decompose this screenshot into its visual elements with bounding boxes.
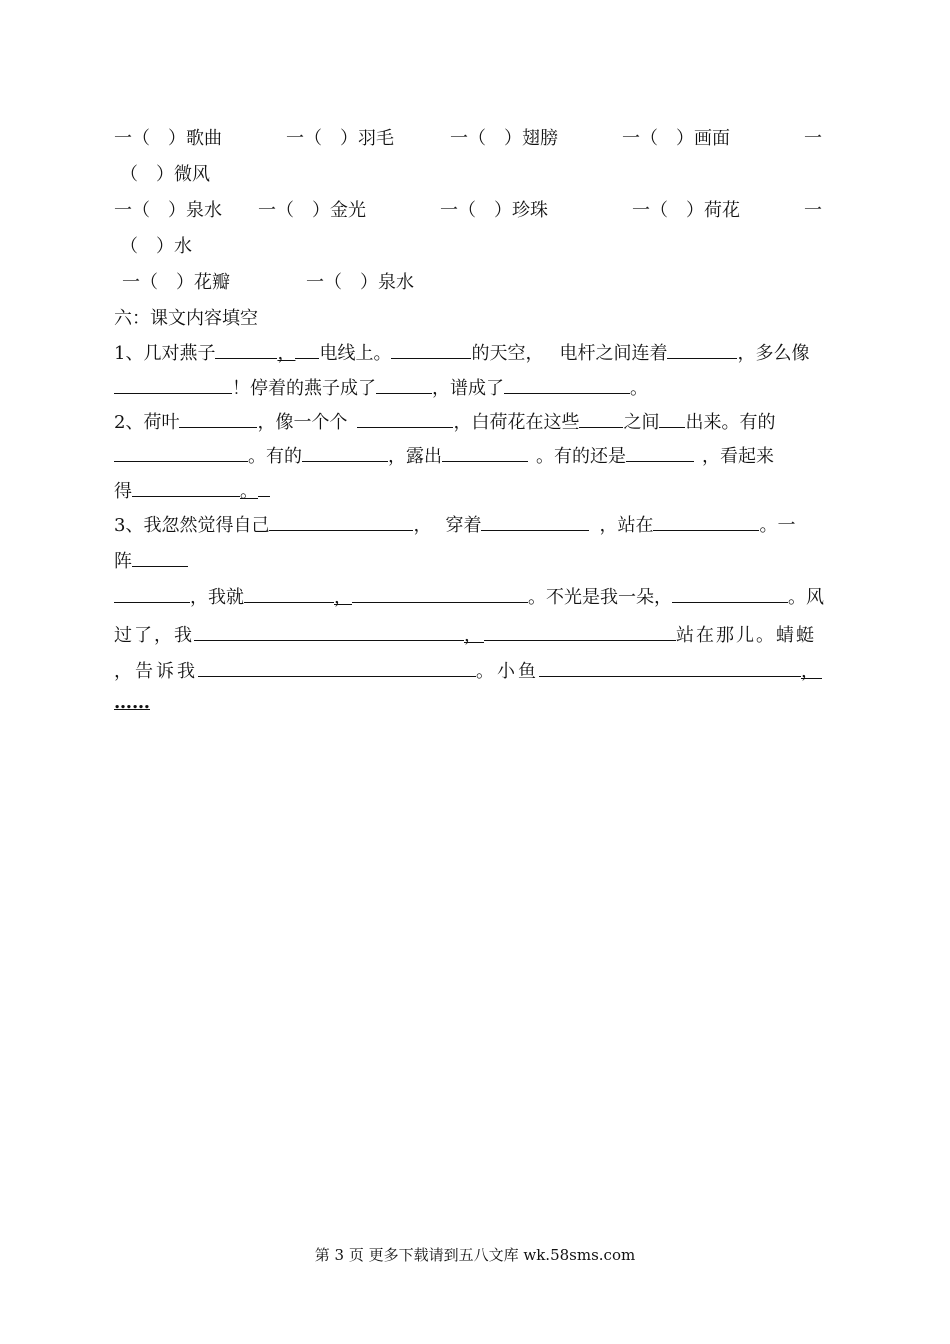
ellipsis: …… [114, 692, 150, 713]
fill-blank[interactable] [667, 338, 737, 359]
text-segment: 电杆之间连着 [559, 343, 668, 364]
text-segment: 电线上。 [319, 343, 392, 364]
text-segment: ， [277, 343, 296, 364]
text-segment: ，露出 [388, 446, 442, 467]
question-2-line-3 [114, 476, 840, 506]
fill-blank[interactable] [539, 656, 801, 677]
fill-blank[interactable] [132, 476, 240, 497]
fill-blank[interactable] [258, 476, 270, 497]
text-segment: ，谱成了 [432, 378, 504, 399]
phrase-item: 一（ ）金光 [258, 200, 366, 221]
phrase-item: 一（ ）翅膀 [450, 128, 558, 149]
text-segment: 1、几对燕子 [114, 343, 216, 364]
text-segment: ，我就 [190, 587, 244, 608]
text-segment: 。小鱼 [476, 661, 539, 682]
phrase-item: 一（ ）泉水 [306, 272, 414, 293]
fill-blank[interactable] [269, 510, 413, 531]
fill-blank[interactable] [114, 441, 248, 462]
text-segment: 。一 [759, 515, 796, 536]
section-title: 六：课文内容填空 [114, 308, 258, 329]
measure-word-line-4 [114, 232, 840, 262]
question-3-line-5 [114, 656, 840, 686]
measure-word-line-2 [114, 160, 840, 190]
fill-blank[interactable] [391, 338, 471, 359]
measure-word-line-1 [114, 124, 840, 154]
text-segment: 。 [240, 481, 258, 502]
fill-blank[interactable] [504, 373, 630, 394]
fill-blank[interactable] [198, 656, 476, 677]
fill-blank[interactable] [579, 407, 623, 428]
fill-blank[interactable] [484, 620, 676, 641]
text-segment: 。有的还是 [536, 446, 626, 467]
fill-blank[interactable] [194, 620, 464, 641]
question-3-line-3 [114, 582, 840, 612]
fill-blank[interactable] [626, 441, 694, 462]
question-2-line-2 [114, 441, 840, 471]
text-segment: ，告诉我 [114, 661, 198, 682]
text-segment: ，看起来 [702, 446, 774, 467]
text-segment: 。风 [788, 587, 824, 608]
phrase-item: 一（ ）荷花 [632, 200, 740, 221]
fill-blank[interactable] [357, 407, 453, 428]
fill-blank[interactable] [481, 510, 589, 531]
text-segment: ， [801, 661, 822, 682]
fill-blank[interactable] [295, 338, 319, 359]
text-segment: ，像一个个 [257, 412, 348, 433]
text-segment: 站在那儿。蜻蜓 [676, 625, 816, 646]
phrase-item: 一（ ）泉水 [114, 200, 222, 221]
text-segment: ！停着的燕子成了 [232, 378, 376, 399]
text-segment: ， [464, 625, 484, 646]
question-1-line-1 [114, 338, 840, 368]
question-3-line-6 [114, 692, 840, 722]
fill-blank[interactable] [653, 510, 759, 531]
question-1-line-2 [114, 373, 840, 403]
text-segment: 得 [114, 481, 132, 502]
fill-blank[interactable] [302, 441, 388, 462]
text-segment: ， [413, 515, 432, 536]
text-segment: 3、我忽然觉得自己 [114, 515, 270, 536]
phrase-item: 一（ ）花瓣 [122, 272, 230, 293]
question-3-line-4 [114, 620, 840, 650]
measure-word-line-5 [114, 268, 840, 298]
fill-blank[interactable] [352, 582, 528, 603]
phrase-item: （ ）水 [120, 236, 192, 257]
text-segment: 。 [630, 378, 648, 399]
text-segment: 出来。有的 [685, 412, 776, 433]
fill-blank[interactable] [659, 407, 685, 428]
phrase-item: 一（ ）画面 [622, 128, 730, 149]
measure-word-line-3 [114, 196, 840, 226]
phrase-item: 一 [804, 128, 822, 149]
question-3-line-2 [114, 546, 840, 576]
phrase-item: 一（ ）羽毛 [286, 128, 394, 149]
phrase-item: 一 [804, 200, 822, 221]
question-3-line-1 [114, 510, 840, 540]
text-segment: ，白荷花在这些 [453, 412, 580, 433]
phrase-item: 一（ ）歌曲 [114, 128, 222, 149]
fill-blank[interactable] [376, 373, 432, 394]
text-segment: 过了，我 [114, 625, 194, 646]
fill-blank[interactable] [114, 582, 190, 603]
text-segment: 之间 [623, 412, 660, 433]
text-segment: 2、荷叶 [114, 412, 180, 433]
fill-blank[interactable] [442, 441, 528, 462]
fill-blank[interactable] [179, 407, 257, 428]
question-2-line-1 [114, 407, 840, 437]
phrase-item: （ ）微风 [120, 164, 210, 185]
fill-blank[interactable] [244, 582, 334, 603]
phrase-item: 一（ ）珍珠 [440, 200, 548, 221]
text-segment: 阵 [114, 551, 132, 572]
text-segment: 。不光是我一朵， [528, 587, 672, 608]
text-segment: ， [334, 587, 352, 608]
text-segment: 。有的 [248, 446, 302, 467]
fill-blank[interactable] [672, 582, 788, 603]
text-segment: ，站在 [599, 515, 654, 536]
text-segment: ，多么像 [737, 343, 810, 364]
text-segment: 穿着 [445, 515, 482, 536]
fill-blank[interactable] [215, 338, 277, 359]
fill-blank[interactable] [132, 546, 188, 567]
text-segment: 的天空， [471, 343, 544, 364]
page-footer: 第 3 页 更多下载请到五八文库 wk.58sms.com [314, 1246, 636, 1264]
fill-blank[interactable] [114, 373, 232, 394]
